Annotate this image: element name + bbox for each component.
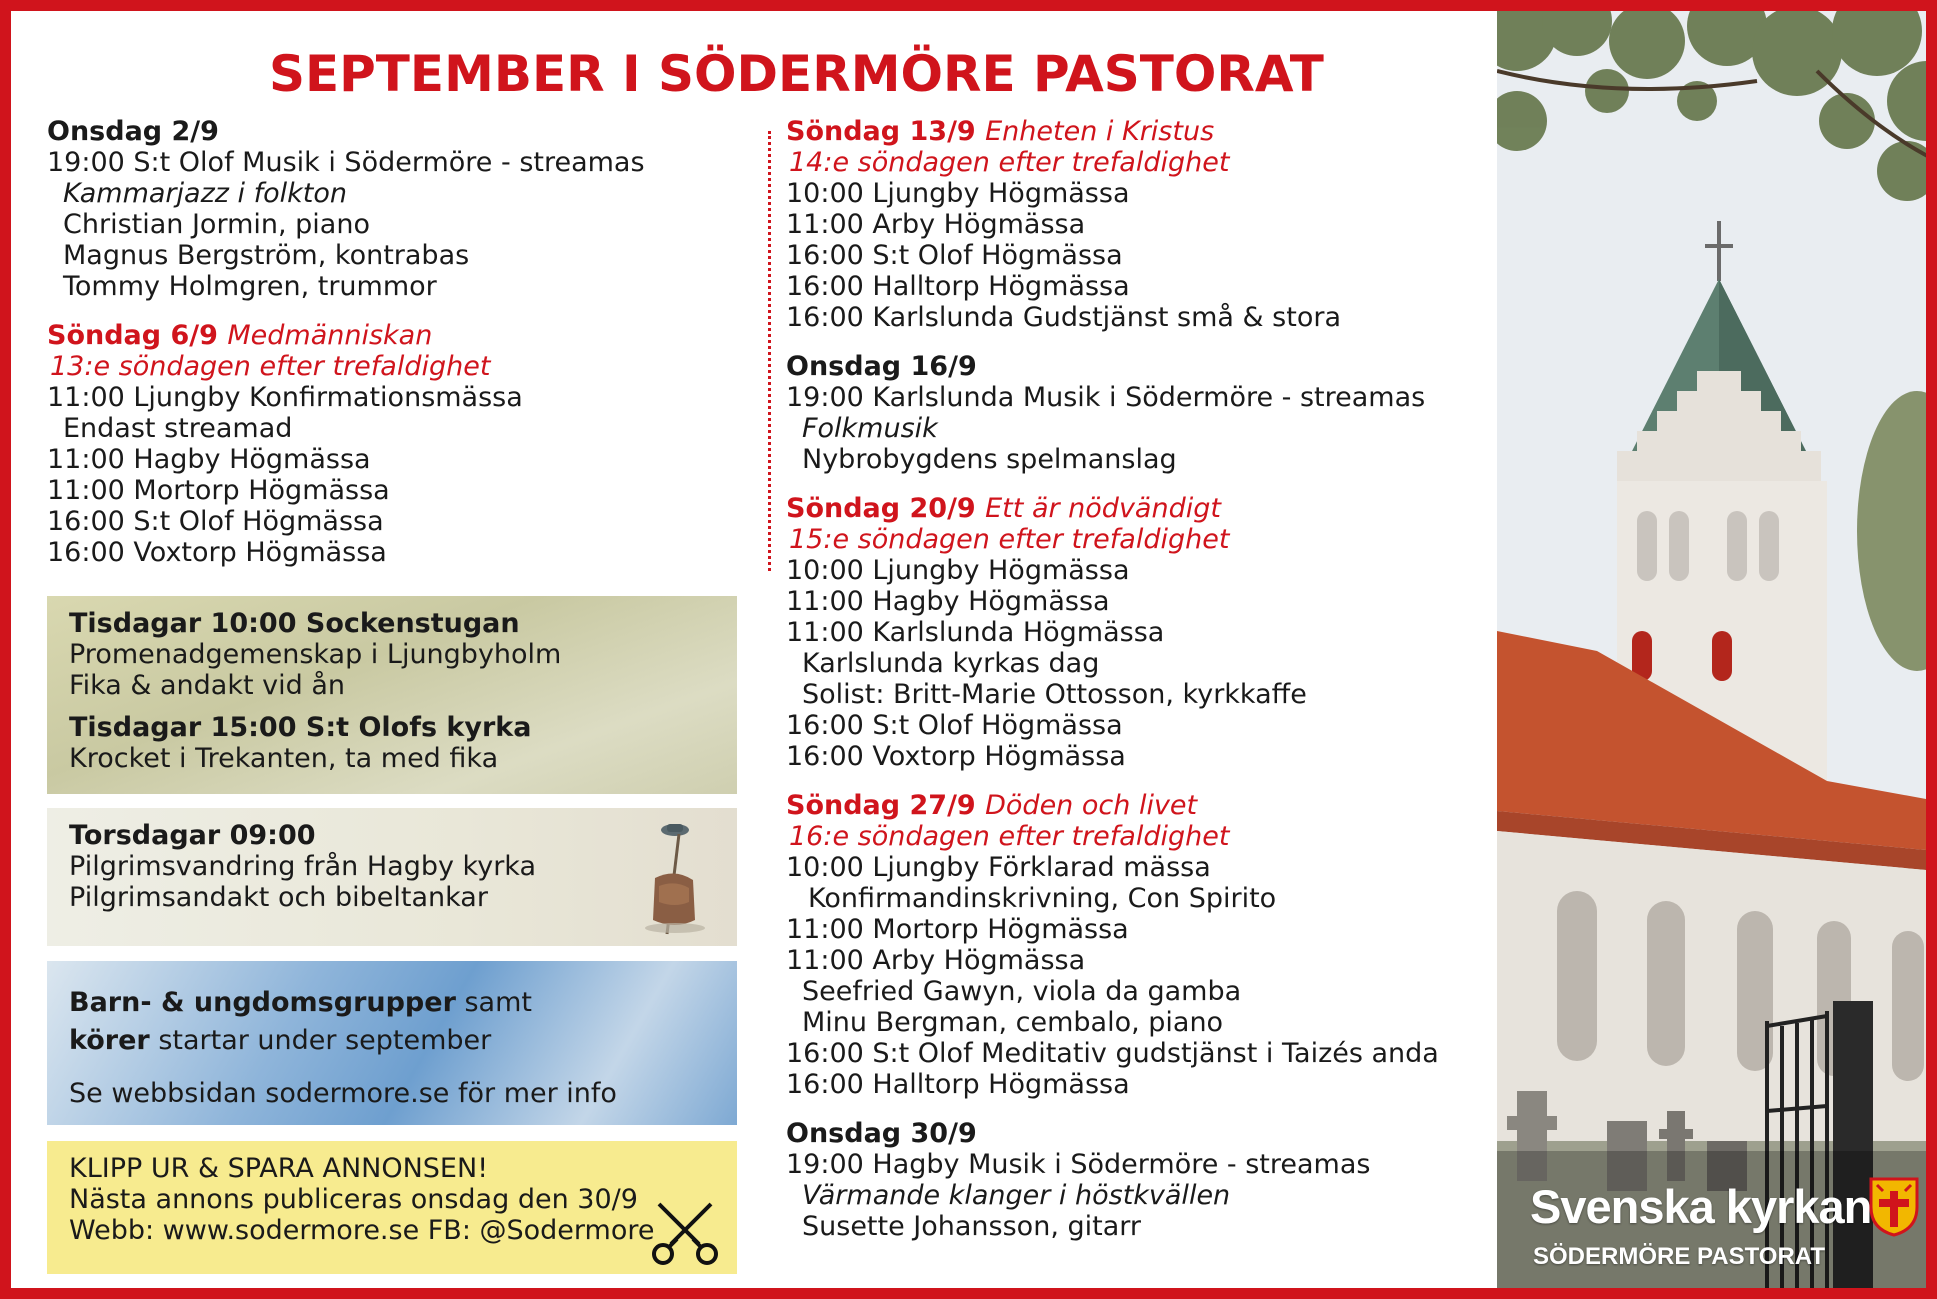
thursdays-box <box>47 808 737 946</box>
box-text: KLIPP UR & SPARA ANNONSEN! <box>69 1153 489 1184</box>
event-note: Karlslunda kyrkas dag <box>802 648 1100 679</box>
event-line: 10:00 Ljungby Högmässa <box>786 178 1130 209</box>
event-line: 16:00 Halltorp Högmässa <box>786 1069 1130 1100</box>
day-heading <box>786 116 1506 147</box>
event-block-sun-13 <box>786 116 1506 333</box>
box-text: Pilgrimsvandring från Hagby kyrka <box>69 851 537 882</box>
day-theme: Medmänniskan <box>227 320 433 351</box>
day-heading <box>47 320 747 351</box>
event-note: Endast streamad <box>63 413 293 444</box>
box-heading: Torsdagar 09:00 <box>69 820 316 851</box>
event-line: 16:00 S:t Olof Högmässa <box>786 710 1123 741</box>
box-line <box>69 1025 715 1056</box>
event-line: 10:00 Ljungby Högmässa <box>786 555 1130 586</box>
event-note: Solist: Britt-Marie Ottosson, kyrkkaffe <box>802 679 1307 710</box>
column-divider <box>768 131 771 571</box>
day-label: Söndag 27/9 <box>786 790 976 821</box>
event-line: 16:00 S:t Olof Högmässa <box>47 506 384 537</box>
box-text: Promenadgemenskap i Ljungbyholm <box>69 639 562 670</box>
box-text: Nästa annons publiceras onsdag den 30/9 <box>69 1184 638 1215</box>
youth-groups-box <box>47 961 737 1125</box>
event-block-sun-27 <box>786 790 1506 1100</box>
event-note: Folkmusik <box>802 413 938 444</box>
event-line: 11:00 Hagby Högmässa <box>786 586 1110 617</box>
event-block-wed-30 <box>786 1118 1506 1242</box>
event-note: Seefried Gawyn, viola da gamba <box>802 976 1242 1007</box>
day-heading <box>786 493 1506 524</box>
event-note: Susette Johansson, gitarr <box>802 1211 1141 1242</box>
event-note: Nybrobygdens spelmanslag <box>802 444 1177 475</box>
box-text: Pilgrimsandakt och bibeltankar <box>69 882 488 913</box>
left-column <box>47 116 747 586</box>
logo-subtitle: SÖDERMÖRE PASTORAT <box>1533 1243 1826 1270</box>
day-theme: Döden och livet <box>985 790 1198 821</box>
sunday-subtitle: 13:e söndagen efter trefaldighet <box>50 351 491 382</box>
box-text: Krocket i Trekanten, ta med fika <box>69 743 499 774</box>
event-line: 19:00 Karlslunda Musik i Södermöre - streamas <box>786 382 1426 413</box>
event-line: 16:00 Voxtorp Högmässa <box>47 537 387 568</box>
event-line: 16:00 Halltorp Högmässa <box>786 271 1130 302</box>
box-text: Webb: www.sodermore.se FB: @Sodermore <box>69 1215 655 1246</box>
event-note: Magnus Bergström, kontrabas <box>63 240 470 271</box>
church-shield-icon <box>1869 1177 1919 1237</box>
box-line <box>69 987 715 1018</box>
event-note: Konfirmandinskrivning, Con Spirito <box>808 883 1277 914</box>
box-text: Se webbsidan sodermore.se för mer info <box>69 1078 617 1109</box>
event-line: 16:00 S:t Olof Meditativ gudstjänst i Taizés anda <box>786 1038 1439 1069</box>
sunday-subtitle: 14:e söndagen efter trefaldighet <box>789 147 1230 178</box>
tuesdays-box <box>47 596 737 794</box>
event-line: 16:00 Karlslunda Gudstjänst små & stora <box>786 302 1342 333</box>
event-line: 11:00 Mortorp Högmässa <box>786 914 1129 945</box>
box-bold: körer <box>69 1025 150 1056</box>
event-block-sun-6 <box>47 320 747 568</box>
day-heading: Onsdag 30/9 <box>786 1118 977 1149</box>
event-line: 11:00 Arby Högmässa <box>786 945 1086 976</box>
event-note: Minu Bergman, cembalo, piano <box>802 1007 1224 1038</box>
scissors-icon <box>649 1196 721 1268</box>
box-heading: Tisdagar 15:00 S:t Olofs kyrka <box>69 712 532 743</box>
event-block-wed-16 <box>786 351 1506 475</box>
backpack-icon <box>637 816 715 938</box>
box-text: Fika & andakt vid ån <box>69 670 345 701</box>
box-text: startar under september <box>149 1025 492 1056</box>
sunday-subtitle: 16:e söndagen efter trefaldighet <box>789 821 1230 852</box>
event-line: 11:00 Arby Högmässa <box>786 209 1086 240</box>
event-line: 16:00 S:t Olof Högmässa <box>786 240 1123 271</box>
event-block-wed-2 <box>47 116 747 302</box>
clip-save-box <box>47 1141 737 1274</box>
event-line: 11:00 Mortorp Högmässa <box>47 475 390 506</box>
event-line: 11:00 Ljungby Konfirmationsmässa <box>47 382 523 413</box>
day-label: Söndag 6/9 <box>47 320 218 351</box>
event-note: Tommy Holmgren, trummor <box>63 271 437 302</box>
sunday-subtitle: 15:e söndagen efter trefaldighet <box>789 524 1230 555</box>
event-note: Christian Jormin, piano <box>63 209 370 240</box>
day-label: Söndag 13/9 <box>786 116 976 147</box>
church-illustration <box>1497 11 1937 1299</box>
event-line: 19:00 S:t Olof Musik i Södermöre - streamas <box>47 147 645 178</box>
event-line: 11:00 Hagby Högmässa <box>47 444 371 475</box>
event-line: 16:00 Voxtorp Högmässa <box>786 741 1126 772</box>
church-photo <box>1497 11 1937 1299</box>
box-bold: Barn- & ungdomsgrupper <box>69 987 456 1018</box>
box-text: samt <box>455 987 532 1018</box>
right-column <box>786 116 1506 1260</box>
logo-name: Svenska kyrkan <box>1530 1180 1872 1233</box>
event-line: 10:00 Ljungby Förklarad mässa <box>786 852 1211 883</box>
day-label: Söndag 20/9 <box>786 493 976 524</box>
event-note: Värmande klanger i höstkvällen <box>802 1180 1231 1211</box>
day-heading: Onsdag 16/9 <box>786 351 977 382</box>
event-line: 11:00 Karlslunda Högmässa <box>786 617 1165 648</box>
event-block-sun-20 <box>786 493 1506 772</box>
day-theme: Ett är nödvändigt <box>985 493 1221 524</box>
box-heading: Tisdagar 10:00 Sockenstugan <box>69 608 520 639</box>
day-heading: Onsdag 2/9 <box>47 116 219 147</box>
day-heading <box>786 790 1506 821</box>
event-note: Kammarjazz i folkton <box>63 178 347 209</box>
page-title: SEPTEMBER I SÖDERMÖRE PASTORAT <box>269 45 1324 103</box>
day-theme: Enheten i Kristus <box>985 116 1215 147</box>
event-line: 19:00 Hagby Musik i Södermöre - streamas <box>786 1149 1371 1180</box>
